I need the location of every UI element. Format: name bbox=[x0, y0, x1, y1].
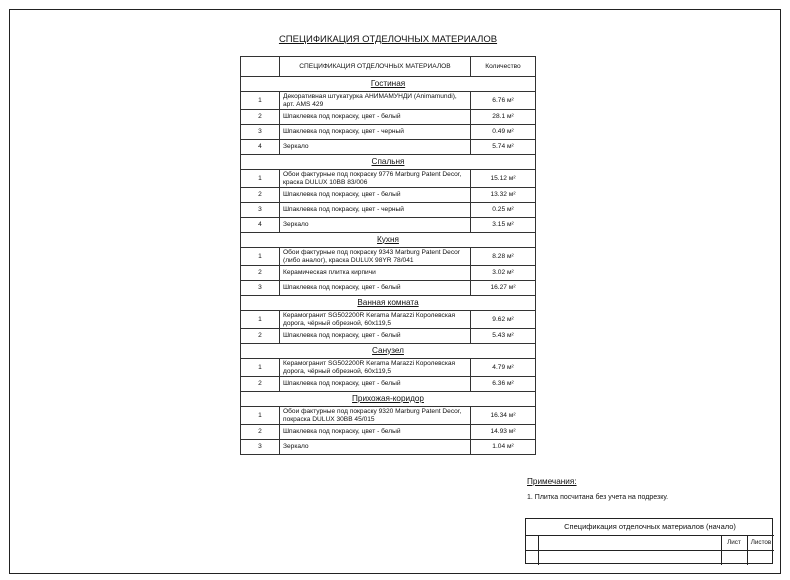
section-row bbox=[241, 344, 536, 359]
quantity: 1.04 м² bbox=[471, 440, 536, 455]
section-title: Ванная комната bbox=[241, 296, 536, 311]
header-quantity-cell: Количество bbox=[471, 57, 536, 77]
table-row bbox=[241, 170, 536, 188]
row-number: 3 bbox=[241, 440, 280, 455]
material-name: Керамогранит SG502200R Kerama Marazzi Королевская дорога, чёрный обрезной, 60х119,5 bbox=[280, 311, 471, 329]
table-row bbox=[241, 92, 536, 110]
table-row bbox=[241, 281, 536, 296]
quantity: 3.15 м² bbox=[471, 218, 536, 233]
quantity: 0.25 м² bbox=[471, 203, 536, 218]
quantity: 14.93 м² bbox=[471, 425, 536, 440]
quantity: 5.74 м² bbox=[471, 140, 536, 155]
quantity: 6.76 м² bbox=[471, 92, 536, 110]
row-number: 3 bbox=[241, 281, 280, 296]
row-number: 2 bbox=[241, 329, 280, 344]
table-row bbox=[241, 248, 536, 266]
specification-table bbox=[240, 56, 536, 455]
material-name: Шпаклевка под покраску, цвет - белый bbox=[280, 377, 471, 392]
row-number: 2 bbox=[241, 266, 280, 281]
section-title: Гостиная bbox=[241, 77, 536, 92]
material-name: Шпаклевка под покраску, цвет - белый bbox=[280, 188, 471, 203]
row-number: 1 bbox=[241, 248, 280, 266]
table-row bbox=[241, 125, 536, 140]
quantity: 4.79 м² bbox=[471, 359, 536, 377]
material-name: Шпаклевка под покраску, цвет - белый bbox=[280, 425, 471, 440]
quantity: 15.12 м² bbox=[471, 170, 536, 188]
table-row bbox=[241, 110, 536, 125]
table-row bbox=[241, 329, 536, 344]
row-number: 4 bbox=[241, 140, 280, 155]
table-row bbox=[241, 407, 536, 425]
table-row bbox=[241, 140, 536, 155]
section-row bbox=[241, 392, 536, 407]
table-row bbox=[241, 188, 536, 203]
sheets-label: Листов bbox=[750, 539, 772, 546]
quantity: 3.02 м² bbox=[471, 266, 536, 281]
table-row bbox=[241, 359, 536, 377]
material-name: Керамогранит SG502200R Kerama Marazzi Королевская дорога, чёрный обрезной, 60х119,5 bbox=[280, 359, 471, 377]
material-name: Обои фактурные под покраску 9343 Marburg Patent Decor (либо аналог), краска DULUX 98YR 78/041 bbox=[280, 248, 471, 266]
table-row bbox=[241, 440, 536, 455]
quantity: 16.27 м² bbox=[471, 281, 536, 296]
title-block-divider bbox=[526, 535, 774, 536]
quantity: 9.62 м² bbox=[471, 311, 536, 329]
material-name: Зеркало bbox=[280, 218, 471, 233]
material-name: Шпаклевка под покраску, цвет - белый bbox=[280, 281, 471, 296]
row-number: 1 bbox=[241, 359, 280, 377]
row-number: 2 bbox=[241, 110, 280, 125]
row-number: 2 bbox=[241, 188, 280, 203]
material-name: Керамическая плитка кирпичи bbox=[280, 266, 471, 281]
quantity: 6.36 м² bbox=[471, 377, 536, 392]
material-name: Шпаклевка под покраску, цвет - черный bbox=[280, 203, 471, 218]
quantity: 0.49 м² bbox=[471, 125, 536, 140]
row-number: 3 bbox=[241, 125, 280, 140]
table-row bbox=[241, 311, 536, 329]
row-number: 1 bbox=[241, 407, 280, 425]
material-name: Зеркало bbox=[280, 440, 471, 455]
table-row bbox=[241, 425, 536, 440]
material-name: Обои фактурные под покраску 9320 Marburg Patent Decor, покраска DULUX 30BB 45/015 bbox=[280, 407, 471, 425]
section-title: Кухня bbox=[241, 233, 536, 248]
material-name: Шпаклевка под покраску, цвет - черный bbox=[280, 125, 471, 140]
sheet-label: Лист bbox=[727, 539, 741, 546]
section-title: Спальня bbox=[241, 155, 536, 170]
section-row bbox=[241, 296, 536, 311]
document-title: СПЕЦИФИКАЦИЯ ОТДЕЛОЧНЫХ МАТЕРИАЛОВ bbox=[278, 34, 498, 45]
section-title: Санузел bbox=[241, 344, 536, 359]
row-number: 2 bbox=[241, 377, 280, 392]
title-block-divider bbox=[538, 535, 539, 565]
material-name: Шпаклевка под покраску, цвет - белый bbox=[280, 329, 471, 344]
section-row bbox=[241, 233, 536, 248]
section-row bbox=[241, 155, 536, 170]
quantity: 16.34 м² bbox=[471, 407, 536, 425]
row-number: 1 bbox=[241, 170, 280, 188]
table-row bbox=[241, 203, 536, 218]
header-number-cell bbox=[241, 57, 280, 77]
row-number: 3 bbox=[241, 203, 280, 218]
row-number: 4 bbox=[241, 218, 280, 233]
note-item: 1. Плитка посчитана без учета на подрезку. bbox=[527, 494, 669, 501]
material-name: Шпаклевка под покраску, цвет - белый bbox=[280, 110, 471, 125]
quantity: 13.32 м² bbox=[471, 188, 536, 203]
table-row bbox=[241, 266, 536, 281]
notes-title: Примечания: bbox=[527, 477, 577, 486]
row-number: 1 bbox=[241, 311, 280, 329]
material-name: Обои фактурные под покраску 9776 Marburg Patent Decor, краска DULUX 10BB 83/006 bbox=[280, 170, 471, 188]
section-title: Прихожая-коридор bbox=[241, 392, 536, 407]
header-name-cell: СПЕЦИФИКАЦИЯ ОТДЕЛОЧНЫХ МАТЕРИАЛОВ bbox=[280, 57, 471, 77]
table-header-row bbox=[241, 57, 536, 77]
row-number: 1 bbox=[241, 92, 280, 110]
quantity: 8.28 м² bbox=[471, 248, 536, 266]
material-name: Декоративная штукатурка АНИМАМУНДИ (Animamundi), арт. AMS 429 bbox=[280, 92, 471, 110]
table-row bbox=[241, 218, 536, 233]
material-name: Зеркало bbox=[280, 140, 471, 155]
title-block bbox=[525, 518, 773, 564]
quantity: 5.43 м² bbox=[471, 329, 536, 344]
title-block-divider bbox=[526, 550, 774, 551]
table-row bbox=[241, 377, 536, 392]
quantity: 28.1 м² bbox=[471, 110, 536, 125]
title-block-title: Спецификация отделочных материалов (начало) bbox=[564, 522, 736, 531]
section-row bbox=[241, 77, 536, 92]
row-number: 2 bbox=[241, 425, 280, 440]
